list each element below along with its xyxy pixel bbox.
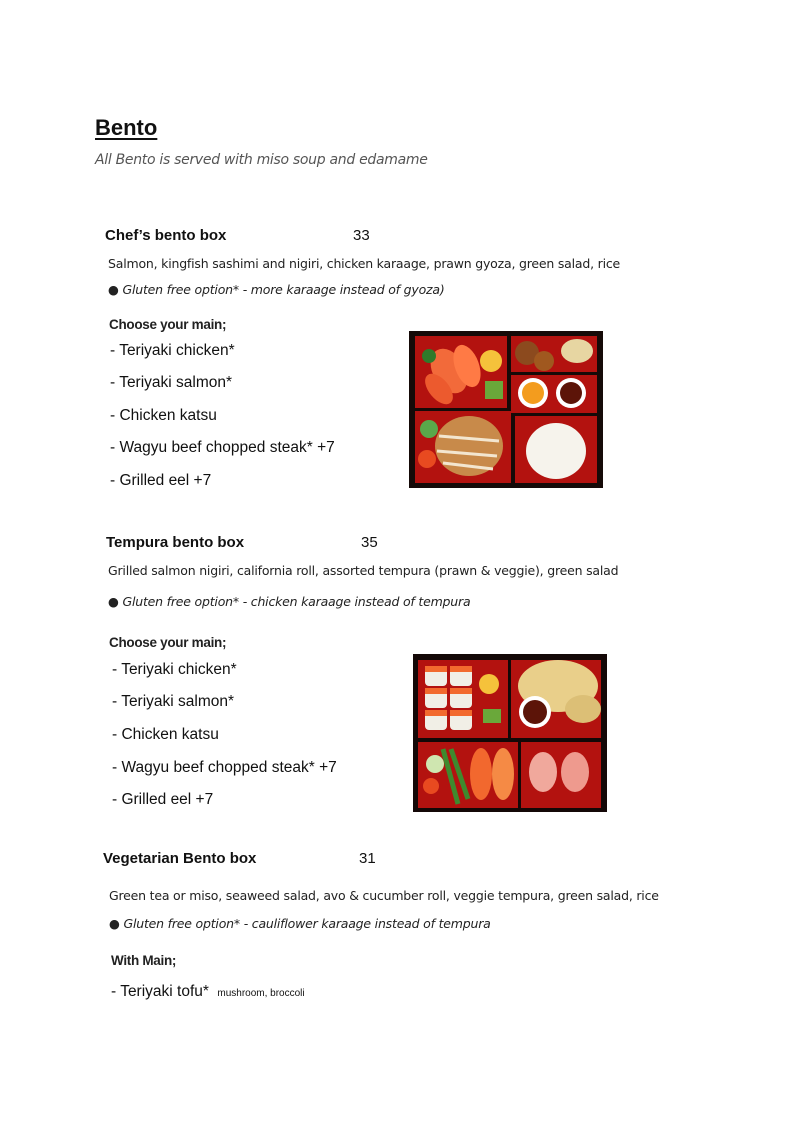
item-name: Chef’s bento box <box>105 227 227 244</box>
chefs-bento-photo <box>409 331 603 488</box>
gluten-free-note: ● Gluten free option* - cauliflower karaage instead of tempura <box>109 916 491 931</box>
item-price: 33 <box>353 227 370 244</box>
item-description: Green tea or miso, seaweed salad, avo & cucumber roll, veggie tempura, green salad, rice <box>109 888 659 903</box>
with-main-label: With Main; <box>111 953 177 968</box>
main-option: - Chicken katsu <box>112 726 219 743</box>
choose-main-label: Choose your main; <box>109 317 227 332</box>
item-description: Salmon, kingfish sashimi and nigiri, chicken karaage, prawn gyoza, green salad, rice <box>108 256 621 271</box>
main-option: - Teriyaki chicken* <box>112 661 237 678</box>
main-option: - Teriyaki salmon* <box>112 693 235 710</box>
option-note: mushroom, broccoli <box>217 988 305 999</box>
main-option: - Chicken katsu <box>110 407 217 424</box>
item-description: Grilled salmon nigiri, california roll, assorted tempura (prawn & veggie), green salad <box>108 563 619 578</box>
main-option: - Teriyaki salmon* <box>110 374 233 391</box>
gluten-free-note: ● Gluten free option* - more karaage instead of gyoza) <box>108 282 445 297</box>
gluten-free-note: ● Gluten free option* - chicken karaage instead of tempura <box>108 594 471 609</box>
item-price: 31 <box>359 850 376 867</box>
main-option: - Grilled eel +7 <box>110 472 212 489</box>
item-name: Tempura bento box <box>106 534 245 551</box>
tempura-bento-photo <box>413 654 607 812</box>
main-option: - Wagyu beef chopped steak* +7 <box>110 439 335 456</box>
main-option: - Teriyaki tofu* <box>111 983 209 1000</box>
item-name: Vegetarian Bento box <box>103 850 257 867</box>
main-option: - Teriyaki chicken* <box>110 342 235 359</box>
main-option: - Wagyu beef chopped steak* +7 <box>112 759 337 776</box>
main-option: - Grilled eel +7 <box>112 791 214 808</box>
page-subtitle: All Bento is served with miso soup and edamame <box>95 152 428 168</box>
item-price: 35 <box>361 534 378 551</box>
main-option-row <box>111 983 305 1001</box>
page-title: Bento <box>95 115 158 140</box>
choose-main-label: Choose your main; <box>109 635 227 650</box>
